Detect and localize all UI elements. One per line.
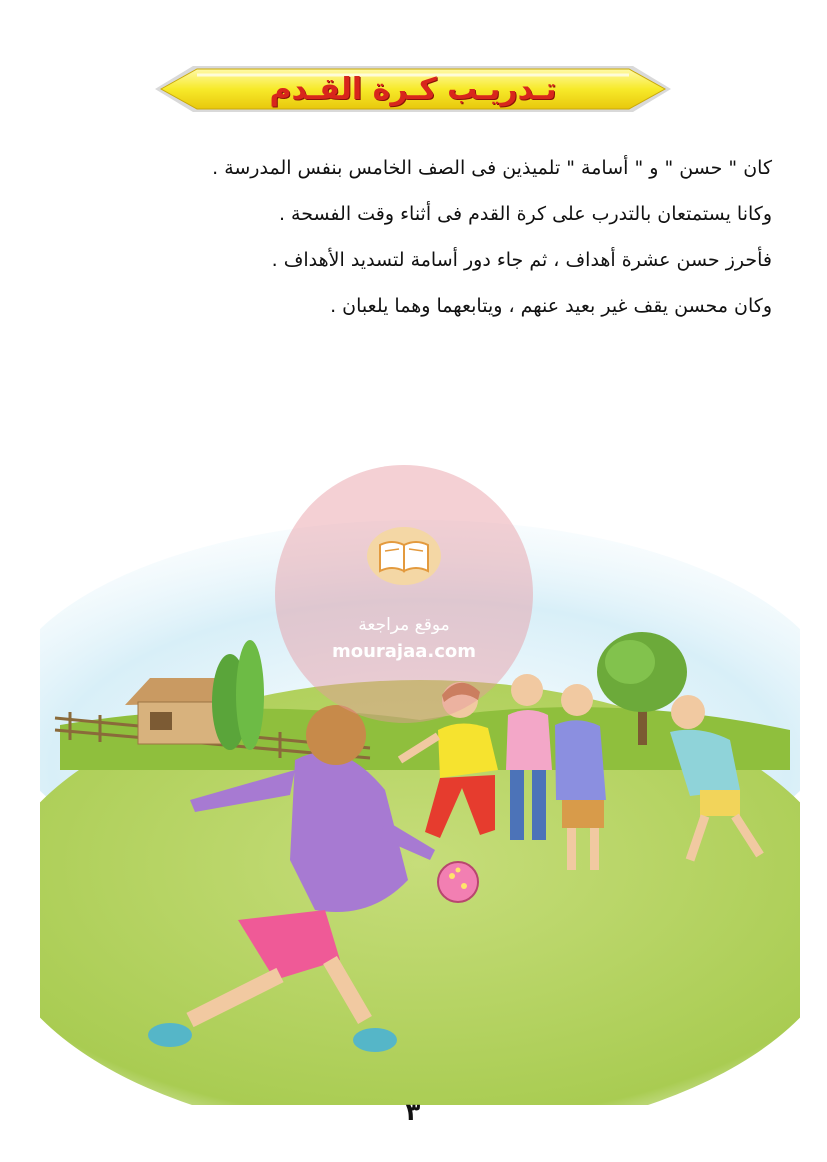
ball-icon (438, 862, 478, 902)
page-title: تـدريـب كـرة القـدم (269, 71, 557, 107)
story-line-3: فأحرز حسن عشرة أهداف ، ثم جاء دور أسامة لتسديد الأهداف . (271, 249, 772, 271)
watermark-site-url: mourajaa.com (331, 641, 477, 662)
story-line-1: كان " حسن " و " أسامة " تلميذين فى الصف الخامس بنفس المدرسة . (212, 157, 772, 179)
story-line-4: وكان محسن يقف غير بعيد عنهم ، ويتابعهما وهما يلعبان . (330, 295, 772, 317)
watermark-arabic-text: موقع مراجعة (358, 615, 450, 635)
story-text (150, 145, 772, 329)
watermark (275, 465, 533, 723)
page-number: ٣ (405, 1098, 421, 1126)
story-line-2: وكانا يستمتعان بالتدرب على كرة القدم فى أثناء وقت الفسحة . (278, 203, 772, 225)
book-icon (367, 527, 441, 585)
title-banner (155, 62, 671, 116)
